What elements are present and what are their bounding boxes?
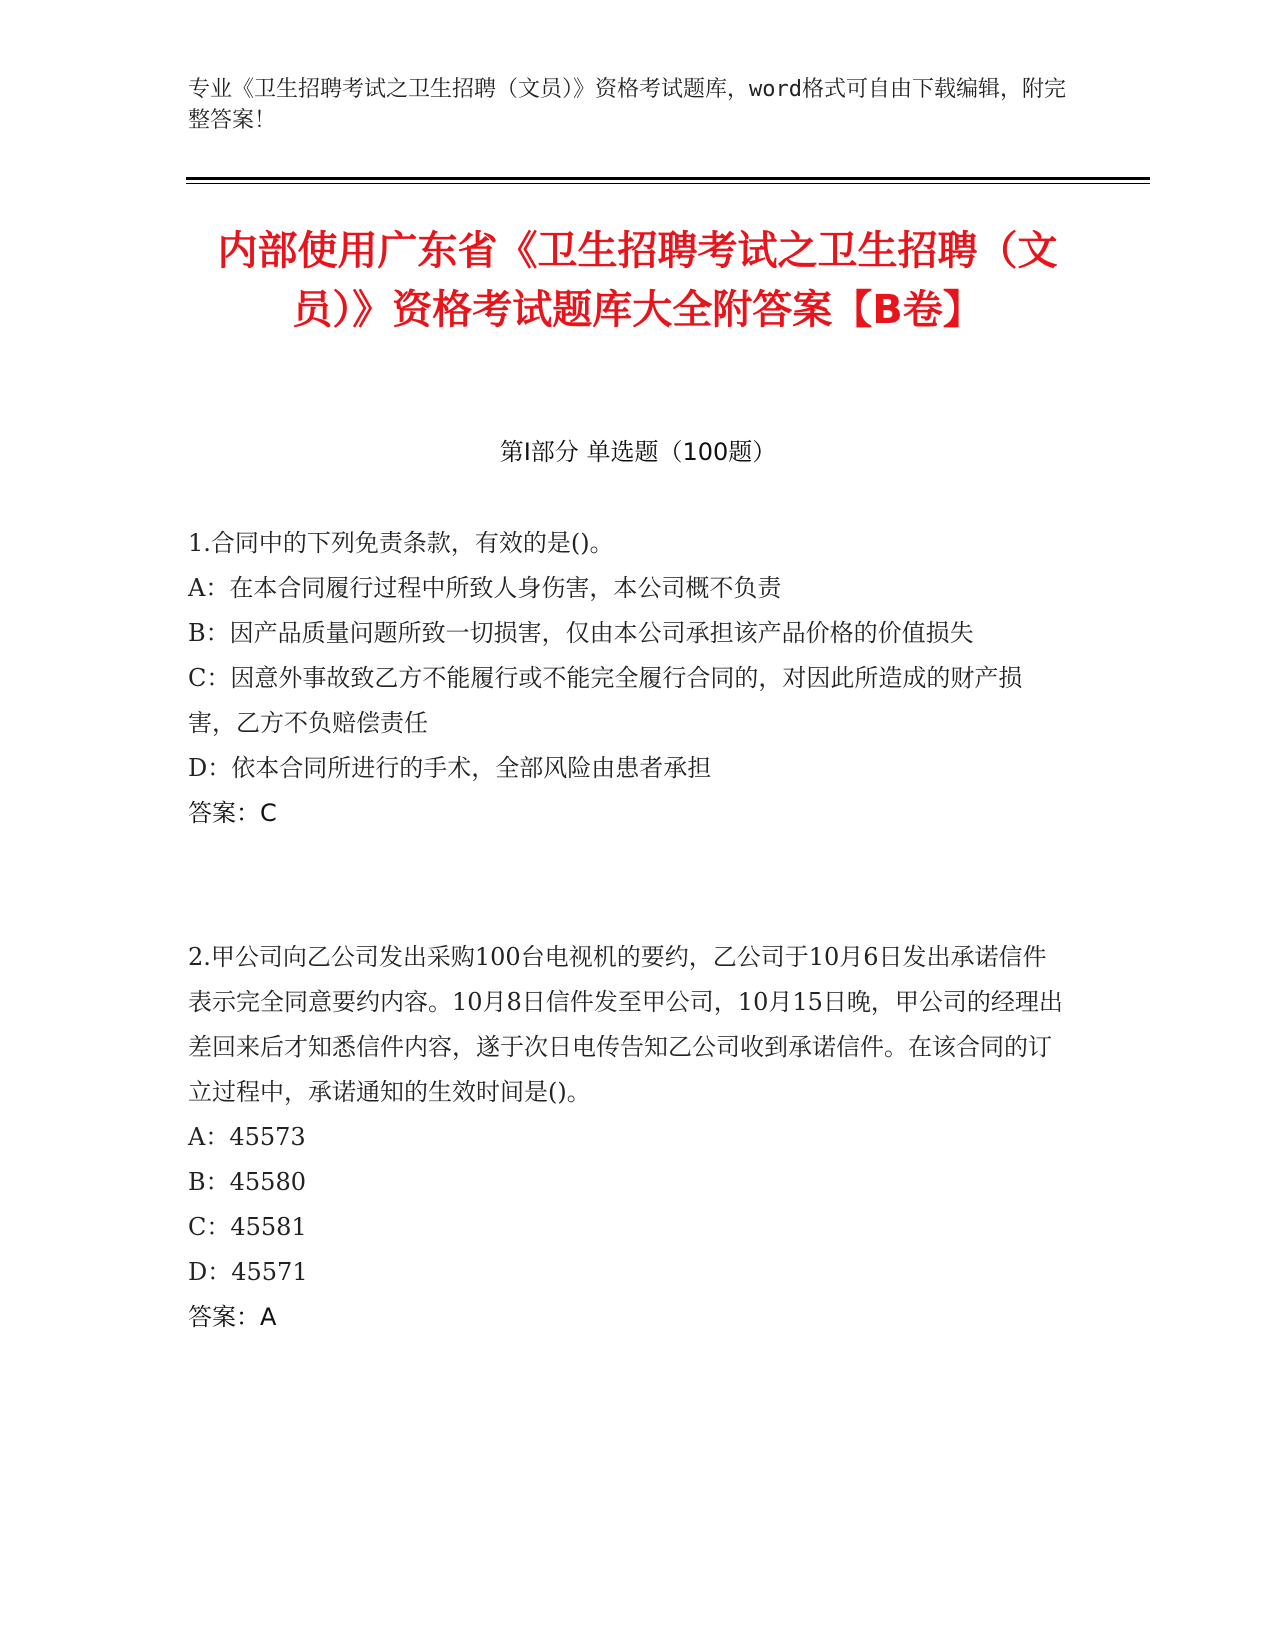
document-title: 内部使用广东省《卫生招聘考试之卫生招聘（文员）》资格考试题库大全附答案【B卷】 (217, 228, 1058, 333)
option-d: D：依本合同所进行的手术，全部风险由患者承担 (188, 754, 712, 782)
option-d: D：45571 (188, 1258, 308, 1286)
option-b: B：因产品质量问题所致一切损害，仅由本公司承担该产品价格的价值损失 (188, 619, 974, 647)
answer-line: 答案：C (188, 799, 277, 827)
option-a: A：45573 (188, 1123, 306, 1151)
option-b: B：45580 (188, 1168, 306, 1196)
question-item (188, 935, 1068, 1340)
option-a: A：在本合同履行过程中所致人身伤害，本公司概不负责 (188, 574, 782, 602)
header-note: 专业《卫生招聘考试之卫生招聘（文员）》资格考试题库，word格式可自由下载编辑，附完整答案！ (188, 77, 1066, 133)
section-title: 第I部分 单选题（100题） (499, 438, 777, 466)
header-divider-thin (186, 183, 1150, 184)
question-stem: 2.甲公司向乙公司发出采购100台电视机的要约，乙公司于10月6日发出承诺信件表示完全同意要约内容。10月8日信件发至甲公司，10月15日晚，甲公司的经理出差回来后才知悉信件内容，遂于次日电传告知乙公司收到承诺信件。在该合同的订立过程中，承诺通知的生效时间是()。 (188, 943, 1063, 1106)
header-divider-thick (186, 177, 1150, 180)
option-c: C：45581 (188, 1213, 307, 1241)
option-c: C：因意外事故致乙方不能履行或不能完全履行合同的，对因此所造成的财产损害，乙方不负赔偿责任 (188, 664, 1023, 737)
answer-line: 答案：A (188, 1303, 277, 1331)
question-stem: 1.合同中的下列免责条款，有效的是()。 (188, 529, 614, 557)
question-item (188, 521, 1068, 836)
